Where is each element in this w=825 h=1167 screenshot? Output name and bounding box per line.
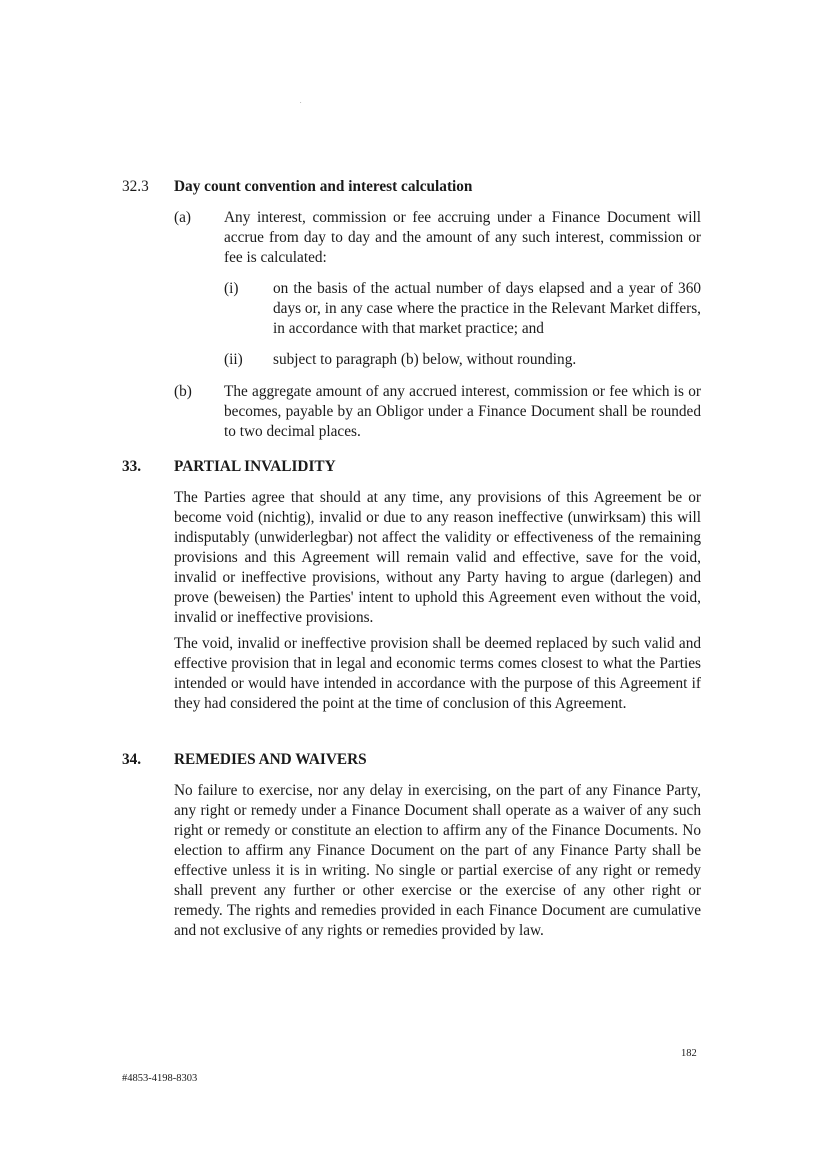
- clause-33-paragraph-2: The void, invalid or ineffective provision shall be deemed replaced by such valid and effective provision that in legal and economic terms comes closest to what the Parties intended or would have intended in accordance with the purpose of this Agreement if they had considered the point at the time of conclusion of this Agreement.: [174, 635, 701, 712]
- clause-34-title: REMEDIES AND WAIVERS: [174, 751, 367, 768]
- clause-32-3-title: Day count convention and interest calculation: [174, 178, 473, 195]
- clause-32-3-a-i-text: on the basis of the actual number of days elapsed and a year of 360 days or, in any case where the practice in the Relevant Market differs, in accordance with that market practice; and: [273, 280, 701, 337]
- clause-32-3-b-label: (b): [174, 383, 192, 400]
- clause-32-3-number: 32.3: [122, 178, 149, 195]
- clause-32-3-a-ii-text: subject to paragraph (b) below, without rounding.: [273, 351, 577, 368]
- clause-32-3-b-text: The aggregate amount of any accrued interest, commission or fee which is or becomes, payable by an Obligor under a Finance Document shall be rounded to two decimal places.: [224, 383, 701, 440]
- clause-32-3-a-text: Any interest, commission or fee accruing under a Finance Document will accrue from day to day and the amount of any such interest, commission or fee is calculated:: [224, 209, 701, 266]
- page-number: 182: [681, 1048, 697, 1059]
- clause-33-paragraph-1: The Parties agree that should at any time, any provisions of this Agreement be or become void (nichtig), invalid or due to any reason ineffective (unwirksam) this will indisputably (unwiderlegbar) not affect the validity or effectiveness of the remaining provisions and this Agreement will remain valid and effective, save for the void, invalid or ineffective provisions, without any Party having to argue (darlegen) and prove (beweisen) the Parties' intent to uphold this Agreement even without the void, invalid or ineffective provisions.: [174, 489, 701, 626]
- clause-32-3-a-i-label: (i): [224, 280, 239, 297]
- clause-33-title: PARTIAL INVALIDITY: [174, 458, 336, 475]
- clause-32-3-a-label: (a): [174, 209, 191, 226]
- document-id: #4853-4198-8303: [122, 1073, 198, 1084]
- clause-34-number: 34.: [122, 751, 142, 768]
- clause-34-paragraph-1: No failure to exercise, nor any delay in exercising, on the part of any Finance Party, any right or remedy under a Finance Document shall operate as a waiver of any such right or remedy or constitute an election to affirm any of the Finance Documents. No election to affirm any Finance Document on the part of any Finance Party shall be effective unless it is in writing. No single or partial exercise of any right or remedy shall prevent any further or other exercise or the exercise of any other right or remedy. The rights and remedies provided in each Finance Document are cumulative and not exclusive of any rights or remedies provided by law.: [174, 782, 701, 939]
- top-mark: .: [300, 99, 302, 105]
- clause-32-3-a-ii-label: (ii): [224, 351, 243, 368]
- clause-33-number: 33.: [122, 458, 142, 475]
